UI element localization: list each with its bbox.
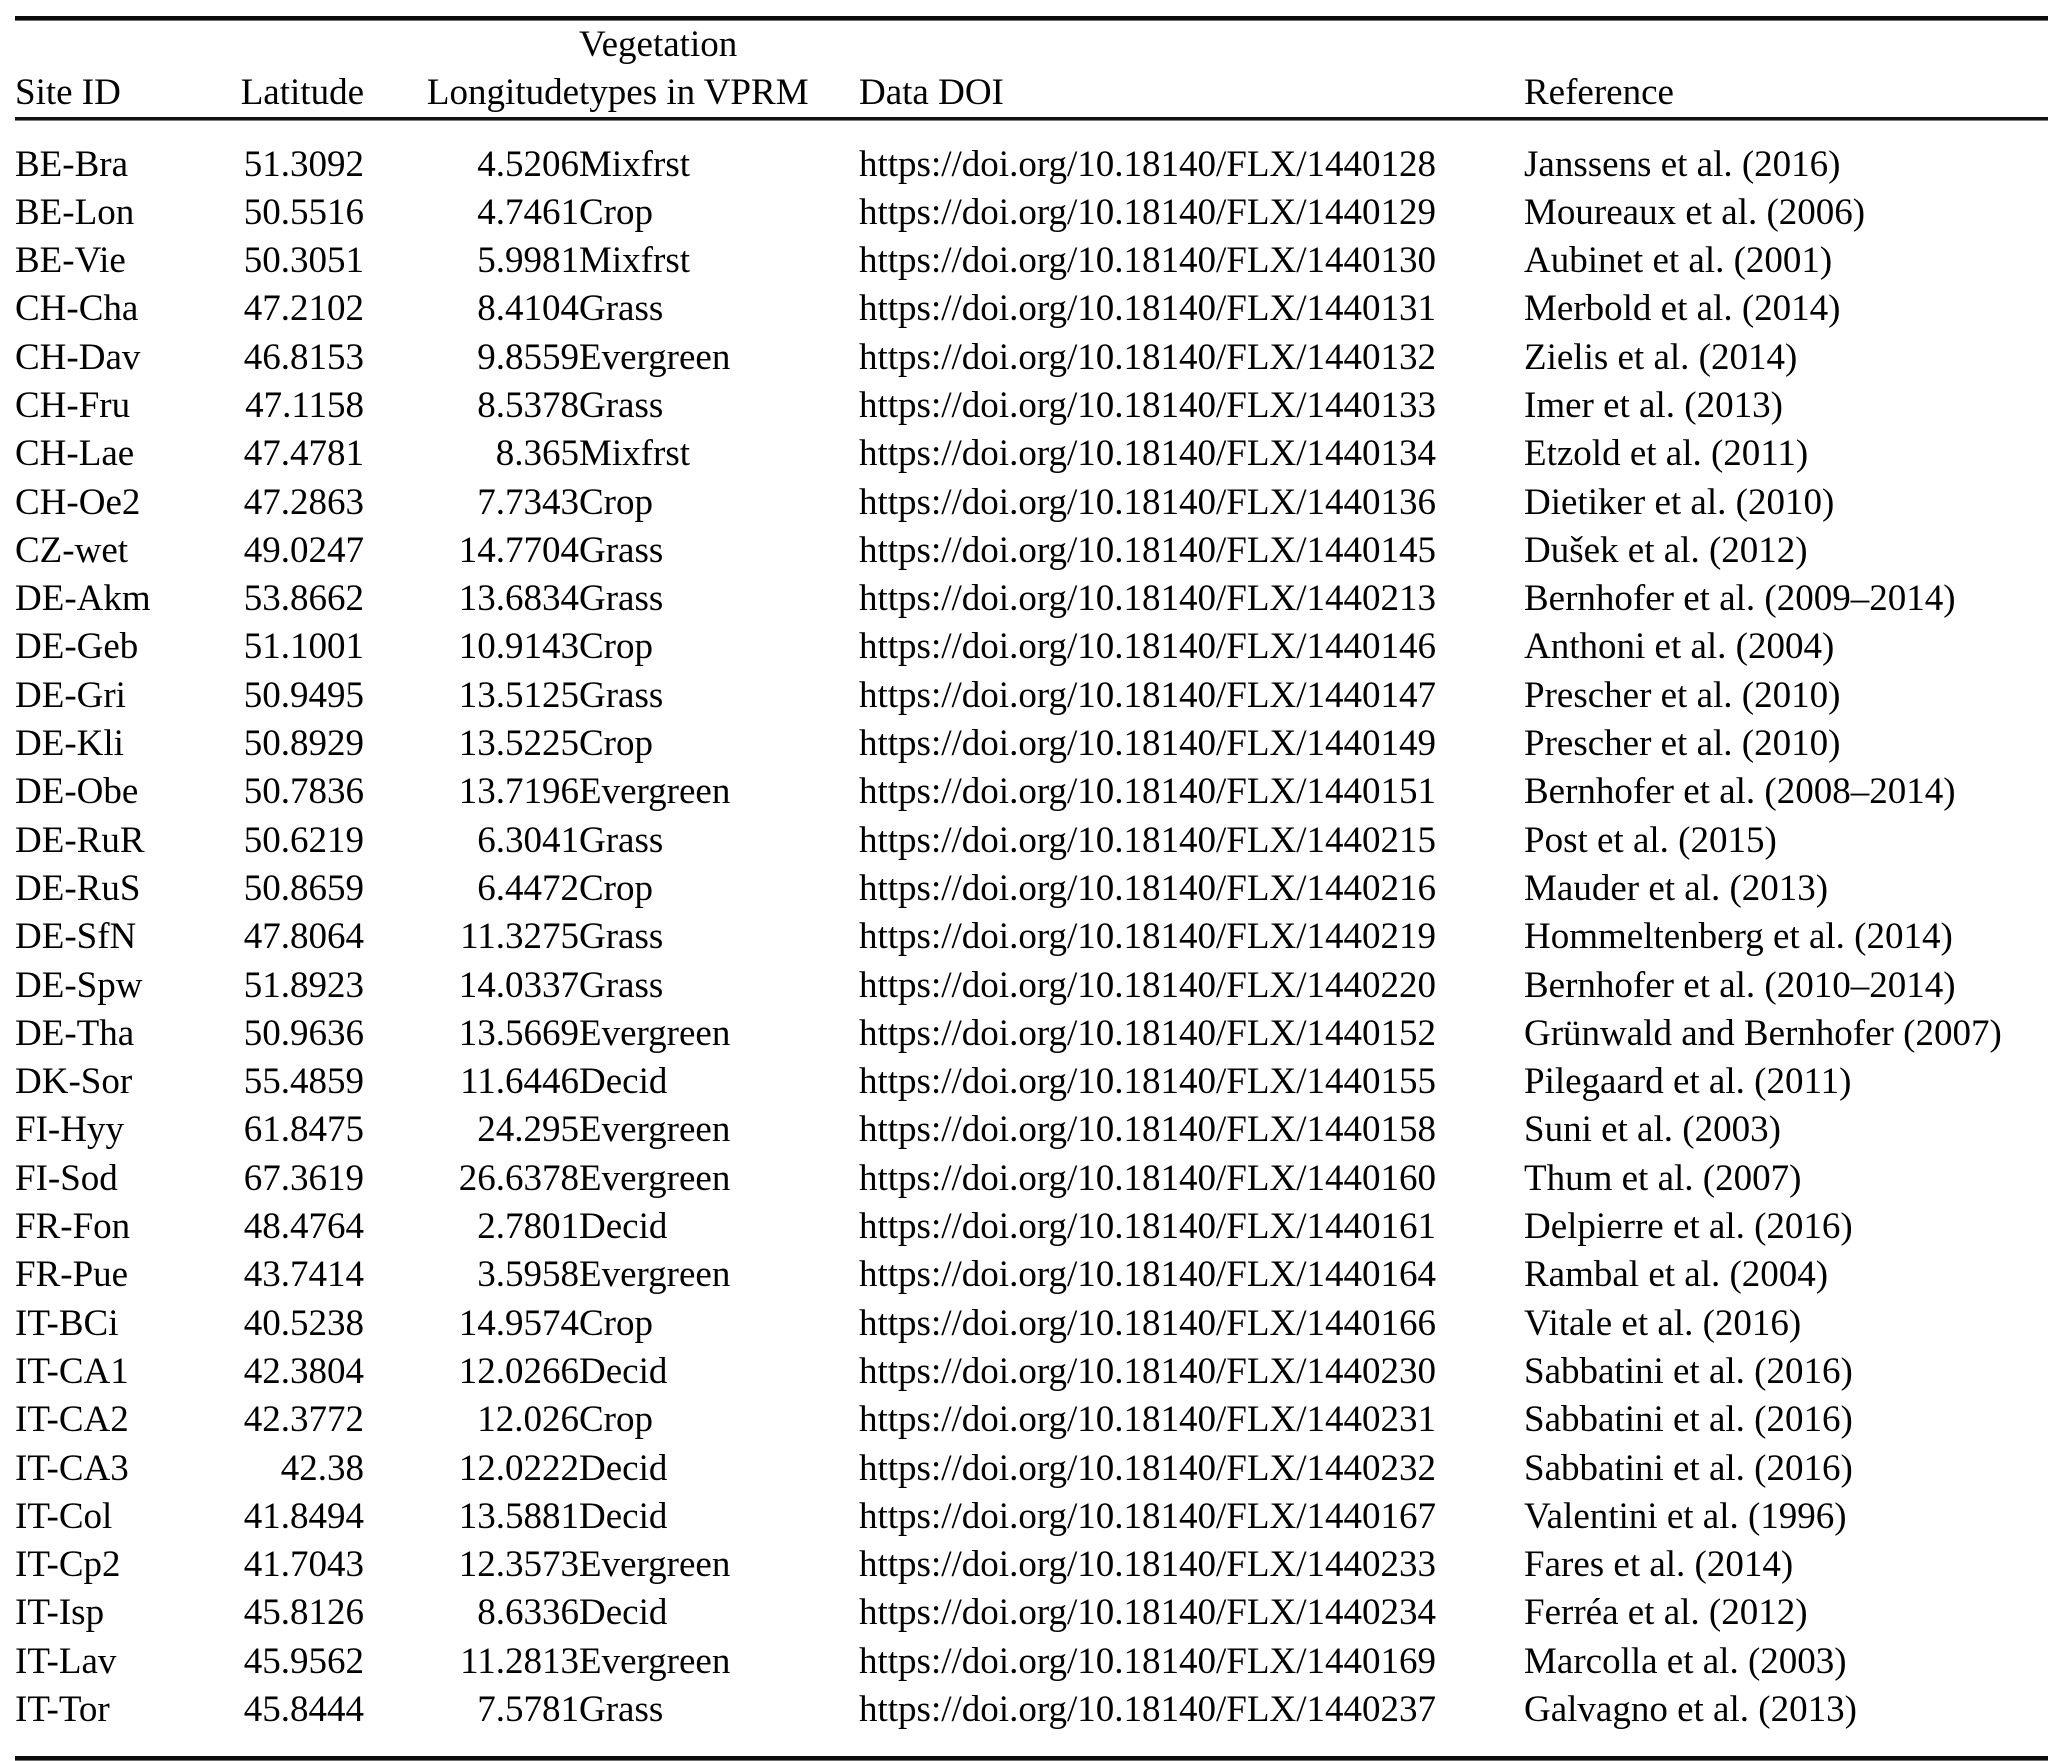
cell-latitude: 47.8064 [243,916,364,958]
cell-data-doi[interactable]: https://doi.org/10.18140/FLX/1440130 [859,240,1436,282]
cell-vegetation-type: Evergreen [579,1254,731,1296]
cell-reference: Bernhofer et al. (2008–2014) [1524,771,1956,813]
cell-latitude: 67.3619 [243,1157,364,1199]
column-header-longitude: Longitude [426,72,579,114]
table-row [15,1638,2048,1686]
cell-vegetation-type: Mixfrst [579,433,690,475]
cell-data-doi[interactable]: https://doi.org/10.18140/FLX/1440166 [859,1302,1436,1344]
cell-latitude: 50.6219 [243,819,364,861]
cell-reference: Vitale et al. (2016) [1524,1302,1802,1344]
cell-longitude: 8.6336 [477,1592,579,1634]
cell-site-id: DE-Obe [15,771,139,813]
cell-reference: Merbold et al. (2014) [1524,288,1841,330]
cell-data-doi[interactable]: https://doi.org/10.18140/FLX/1440230 [859,1350,1436,1392]
cell-reference: Dušek et al. (2012) [1524,529,1808,571]
cell-data-doi[interactable]: https://doi.org/10.18140/FLX/1440155 [859,1061,1436,1103]
cell-longitude: 7.5781 [477,1689,579,1730]
cell-data-doi[interactable]: https://doi.org/10.18140/FLX/1440160 [859,1157,1436,1199]
cell-longitude: 14.0337 [458,964,579,1006]
cell-reference: Prescher et al. (2010) [1524,723,1841,765]
cell-data-doi[interactable]: https://doi.org/10.18140/FLX/1440136 [859,481,1436,523]
cell-site-id: DK-Sor [15,1061,133,1103]
site-metadata-table [15,16,2048,1761]
cell-reference: Hommeltenberg et al. (2014) [1524,916,1953,958]
cell-site-id: IT-CA1 [15,1350,129,1392]
cell-longitude: 11.2813 [460,1640,579,1682]
cell-vegetation-type: Evergreen [579,1157,731,1199]
cell-site-id: DE-SfN [15,916,137,958]
cell-longitude: 14.7704 [458,529,579,571]
cell-latitude: 50.8659 [243,867,364,909]
cell-latitude: 40.5238 [243,1302,364,1344]
cell-longitude: 3.5958 [477,1254,579,1296]
cell-vegetation-type: Grass [579,384,664,426]
cell-longitude: 13.7196 [458,771,579,813]
cell-vegetation-type: Crop [579,191,653,233]
cell-longitude: 12.026 [477,1399,579,1441]
table-row [15,140,2048,188]
cell-data-doi[interactable]: https://doi.org/10.18140/FLX/1440237 [859,1689,1436,1730]
cell-longitude: 8.365 [495,433,579,475]
cell-data-doi[interactable]: https://doi.org/10.18140/FLX/1440219 [859,916,1436,958]
table-row [15,1396,2048,1444]
cell-longitude: 13.5225 [458,723,579,765]
cell-reference: Fares et al. (2014) [1524,1544,1794,1586]
cell-data-doi[interactable]: https://doi.org/10.18140/FLX/1440131 [859,288,1436,330]
cell-reference: Thum et al. (2007) [1524,1157,1802,1199]
cell-latitude: 42.3772 [243,1399,364,1441]
cell-site-id: BE-Vie [15,240,126,282]
cell-site-id: FR-Pue [15,1254,129,1296]
table-row [15,1251,2048,1299]
cell-longitude: 11.6446 [460,1061,579,1103]
cell-reference: Anthoni et al. (2004) [1524,626,1835,668]
cell-latitude: 50.9495 [243,674,364,716]
table-row [15,1106,2048,1154]
table-row [15,865,2048,913]
table-row [15,768,2048,816]
table-row [15,527,2048,575]
cell-latitude: 50.7836 [243,771,364,813]
cell-longitude: 13.5669 [458,1012,579,1054]
cell-data-doi[interactable]: https://doi.org/10.18140/FLX/1440145 [859,529,1436,571]
cell-site-id: CH-Dav [15,336,141,378]
cell-longitude: 13.5881 [458,1495,579,1537]
cell-data-doi[interactable]: https://doi.org/10.18140/FLX/1440231 [859,1399,1436,1441]
cell-site-id: DE-RuR [15,819,145,861]
table-row [15,672,2048,720]
cell-data-doi[interactable]: https://doi.org/10.18140/FLX/1440147 [859,674,1436,716]
cell-site-id: DE-Akm [15,578,151,620]
cell-reference: Post et al. (2015) [1524,819,1777,861]
cell-data-doi[interactable]: https://doi.org/10.18140/FLX/1440216 [859,867,1436,909]
table-row [15,237,2048,285]
column-header-site-id: Site ID [15,72,121,114]
cell-site-id: IT-Tor [15,1689,110,1730]
table-row [15,623,2048,671]
cell-longitude: 6.4472 [477,867,579,909]
cell-data-doi[interactable]: https://doi.org/10.18140/FLX/1440149 [859,723,1436,765]
cell-reference: Ferréa et al. (2012) [1524,1592,1808,1634]
cell-vegetation-type: Crop [579,626,653,668]
cell-vegetation-type: Decid [579,1447,668,1489]
cell-longitude: 12.0222 [458,1447,579,1489]
cell-latitude: 55.4859 [243,1061,364,1103]
cell-vegetation-type: Crop [579,1399,653,1441]
cell-latitude: 43.7414 [243,1254,364,1296]
table-row [15,1444,2048,1492]
cell-latitude: 47.4781 [243,433,364,475]
table-row [15,430,2048,478]
table-header [15,21,2048,117]
cell-longitude: 5.9981 [477,240,579,282]
table-row [15,1058,2048,1106]
cell-vegetation-type: Evergreen [579,1109,731,1151]
cell-vegetation-type: Grass [579,964,664,1006]
cell-site-id: DE-Tha [15,1012,135,1054]
cell-data-doi[interactable]: https://doi.org/10.18140/FLX/1440161 [859,1206,1436,1248]
cell-site-id: FI-Hyy [15,1109,124,1151]
cell-data-doi[interactable]: https://doi.org/10.18140/FLX/1440233 [859,1544,1436,1586]
cell-longitude: 12.0266 [458,1350,579,1392]
cell-vegetation-type: Grass [579,674,664,716]
cell-vegetation-type: Grass [579,819,664,861]
column-header-reference: Reference [1524,72,1674,114]
cell-site-id: BE-Lon [15,191,135,233]
cell-longitude: 8.4104 [477,288,579,330]
table-row [15,575,2048,623]
cell-reference: Grünwald and Bernhofer (2007) [1524,1012,2002,1054]
cell-longitude: 6.3041 [477,819,579,861]
cell-reference: Sabbatini et al. (2016) [1524,1350,1853,1392]
cell-reference: Galvagno et al. (2013) [1524,1689,1857,1730]
cell-longitude: 11.3275 [460,916,579,958]
table-row [15,817,2048,865]
cell-reference: Sabbatini et al. (2016) [1524,1447,1853,1489]
cell-longitude: 13.5125 [458,674,579,716]
cell-latitude: 50.9636 [243,1012,364,1054]
cell-reference: Bernhofer et al. (2009–2014) [1524,578,1956,620]
cell-vegetation-type: Crop [579,867,653,909]
cell-reference: Zielis et al. (2014) [1524,336,1798,378]
cell-vegetation-type: Decid [579,1592,668,1634]
cell-longitude: 14.9574 [458,1302,579,1344]
cell-vegetation-type: Grass [579,529,664,571]
cell-data-doi[interactable]: https://doi.org/10.18140/FLX/1440213 [859,578,1436,620]
cell-vegetation-type: Evergreen [579,1012,731,1054]
cell-reference: Bernhofer et al. (2010–2014) [1524,964,1956,1006]
cell-site-id: DE-Geb [15,626,139,668]
cell-data-doi[interactable]: https://doi.org/10.18140/FLX/1440146 [859,626,1436,668]
table-row [15,478,2048,526]
table-row [15,285,2048,333]
cell-data-doi[interactable]: https://doi.org/10.18140/FLX/1440152 [859,1012,1436,1054]
cell-data-doi[interactable]: https://doi.org/10.18140/FLX/1440220 [859,964,1436,1006]
cell-longitude: 7.7343 [477,481,579,523]
cell-site-id: IT-CA2 [15,1399,129,1441]
header-row [15,21,2048,117]
bottom-spacer [15,1734,2048,1756]
cell-reference: Valentini et al. (1996) [1524,1495,1847,1537]
cell-site-id: CH-Cha [15,288,139,330]
cell-vegetation-type: Decid [579,1061,668,1103]
cell-data-doi[interactable]: https://doi.org/10.18140/FLX/1440234 [859,1592,1436,1634]
cell-reference: Mauder et al. (2013) [1524,867,1829,909]
table-row [15,1203,2048,1251]
cell-site-id: DE-Gri [15,674,126,716]
cell-data-doi[interactable]: https://doi.org/10.18140/FLX/1440151 [859,771,1436,813]
cell-site-id: IT-Cp2 [15,1544,121,1586]
cell-data-doi[interactable]: https://doi.org/10.18140/FLX/1440167 [859,1495,1436,1537]
cell-site-id: CZ-wet [15,529,129,571]
cell-latitude: 45.8444 [243,1689,364,1730]
cell-vegetation-type: Crop [579,481,653,523]
cell-vegetation-type: Grass [579,288,664,330]
cell-vegetation-type: Mixfrst [579,240,690,282]
cell-vegetation-type: Evergreen [579,1640,731,1682]
cell-data-doi[interactable]: https://doi.org/10.18140/FLX/1440158 [859,1109,1436,1151]
column-header-vegetation-line2: types in VPRM [579,72,809,114]
table-body-wrapper [15,121,2048,1734]
cell-site-id: DE-RuS [15,867,141,909]
column-header-vegetation-types [579,21,859,117]
cell-latitude: 42.3804 [243,1350,364,1392]
cell-vegetation-type: Grass [579,916,664,958]
cell-longitude: 10.9143 [458,626,579,668]
cell-data-doi[interactable]: https://doi.org/10.18140/FLX/1440132 [859,336,1436,378]
cell-latitude: 51.8923 [243,964,364,1006]
table-row [15,1589,2048,1637]
cell-data-doi[interactable]: https://doi.org/10.18140/FLX/1440215 [859,819,1436,861]
cell-reference: Etzold et al. (2011) [1524,433,1809,475]
cell-latitude: 50.3051 [243,240,364,282]
table-row [15,1348,2048,1396]
cell-latitude: 61.8475 [243,1109,364,1151]
cell-latitude: 41.7043 [243,1544,364,1586]
cell-site-id: DE-Spw [15,964,143,1006]
cell-reference: Imer et al. (2013) [1524,384,1783,426]
cell-data-doi[interactable]: https://doi.org/10.18140/FLX/1440164 [859,1254,1436,1296]
table-row [15,961,2048,1009]
cell-longitude: 4.5206 [477,143,579,185]
cell-latitude: 47.2102 [243,288,364,330]
cell-vegetation-type: Decid [579,1206,668,1248]
cell-reference: Prescher et al. (2010) [1524,674,1841,716]
cell-site-id: CH-Oe2 [15,481,141,523]
cell-site-id: BE-Bra [15,143,129,185]
cell-vegetation-type: Crop [579,723,653,765]
table-row [15,1686,2048,1734]
cell-latitude: 50.5516 [243,191,364,233]
cell-site-id: FI-Sod [15,1157,118,1199]
cell-latitude: 51.3092 [243,143,364,185]
cell-reference: Marcolla et al. (2003) [1524,1640,1847,1682]
cell-data-doi[interactable]: https://doi.org/10.18140/FLX/1440169 [859,1640,1436,1682]
table-row [15,1155,2048,1203]
cell-latitude: 42.38 [280,1447,364,1489]
table-row [15,1010,2048,1058]
table-row [15,334,2048,382]
table-body [15,121,2048,1734]
cell-latitude: 47.2863 [243,481,364,523]
cell-site-id: IT-Lav [15,1640,117,1682]
cell-latitude: 45.8126 [243,1592,364,1634]
cell-reference: Janssens et al. (2016) [1524,143,1841,185]
cell-vegetation-type: Crop [579,1302,653,1344]
table-row [15,382,2048,430]
table-row [15,720,2048,768]
cell-latitude: 41.8494 [243,1495,364,1537]
cell-reference: Sabbatini et al. (2016) [1524,1399,1853,1441]
column-header-latitude: Latitude [240,72,364,114]
cell-latitude: 51.1001 [243,626,364,668]
cell-vegetation-type: Evergreen [579,336,731,378]
table-row [15,1541,2048,1589]
cell-latitude: 50.8929 [243,723,364,765]
cell-site-id: IT-Isp [15,1592,105,1634]
cell-data-doi[interactable]: https://doi.org/10.18140/FLX/1440134 [859,433,1436,475]
table-bottom-rule [15,1756,2048,1761]
cell-longitude: 13.6834 [458,578,579,620]
table-row [15,1493,2048,1541]
cell-longitude: 4.7461 [477,191,579,233]
cell-longitude: 2.7801 [477,1206,579,1248]
cell-latitude: 48.4764 [243,1206,364,1248]
cell-latitude: 47.1158 [245,384,364,426]
cell-longitude: 26.6378 [458,1157,579,1199]
spacer-row [15,121,2048,140]
table-row [15,189,2048,237]
cell-latitude: 49.0247 [243,529,364,571]
cell-site-id: FR-Fon [15,1206,131,1248]
cell-latitude: 46.8153 [243,336,364,378]
cell-latitude: 45.9562 [243,1640,364,1682]
cell-site-id: IT-BCi [15,1302,119,1344]
cell-vegetation-type: Evergreen [579,1544,731,1586]
cell-vegetation-type: Decid [579,1495,668,1537]
cell-reference: Dietiker et al. (2010) [1524,481,1835,523]
cell-reference: Moureaux et al. (2006) [1524,191,1866,233]
table-row [15,1300,2048,1348]
column-header-data-doi: Data DOI [859,72,1004,114]
cell-site-id: CH-Lae [15,433,135,475]
cell-reference: Aubinet et al. (2001) [1524,240,1833,282]
cell-site-id: IT-Col [15,1495,113,1537]
cell-vegetation-type: Mixfrst [579,143,690,185]
cell-vegetation-type: Grass [579,578,664,620]
spacer-cell [15,121,2048,140]
cell-reference: Delpierre et al. (2016) [1524,1206,1853,1248]
cell-data-doi[interactable]: https://doi.org/10.18140/FLX/1440128 [859,143,1436,185]
table [15,21,2048,117]
cell-longitude: 12.3573 [458,1544,579,1586]
cell-site-id: IT-CA3 [15,1447,129,1489]
cell-site-id: DE-Kli [15,723,124,765]
cell-site-id: CH-Fru [15,384,131,426]
cell-latitude: 53.8662 [243,578,364,620]
cell-reference: Pilegaard et al. (2011) [1524,1061,1852,1103]
cell-reference: Suni et al. (2003) [1524,1109,1781,1151]
table-row [15,913,2048,961]
cell-vegetation-type: Decid [579,1350,668,1392]
cell-data-doi[interactable]: https://doi.org/10.18140/FLX/1440133 [859,384,1436,426]
cell-vegetation-type: Evergreen [579,771,731,813]
cell-longitude: 24.295 [477,1109,579,1151]
cell-data-doi[interactable]: https://doi.org/10.18140/FLX/1440129 [859,191,1436,233]
cell-reference: Rambal et al. (2004) [1524,1254,1829,1296]
column-header-vegetation-line1: Vegetation [579,24,738,65]
cell-vegetation-type: Grass [579,1689,664,1730]
cell-longitude: 8.5378 [477,384,579,426]
cell-longitude: 9.8559 [477,336,579,378]
cell-data-doi[interactable]: https://doi.org/10.18140/FLX/1440232 [859,1447,1436,1489]
